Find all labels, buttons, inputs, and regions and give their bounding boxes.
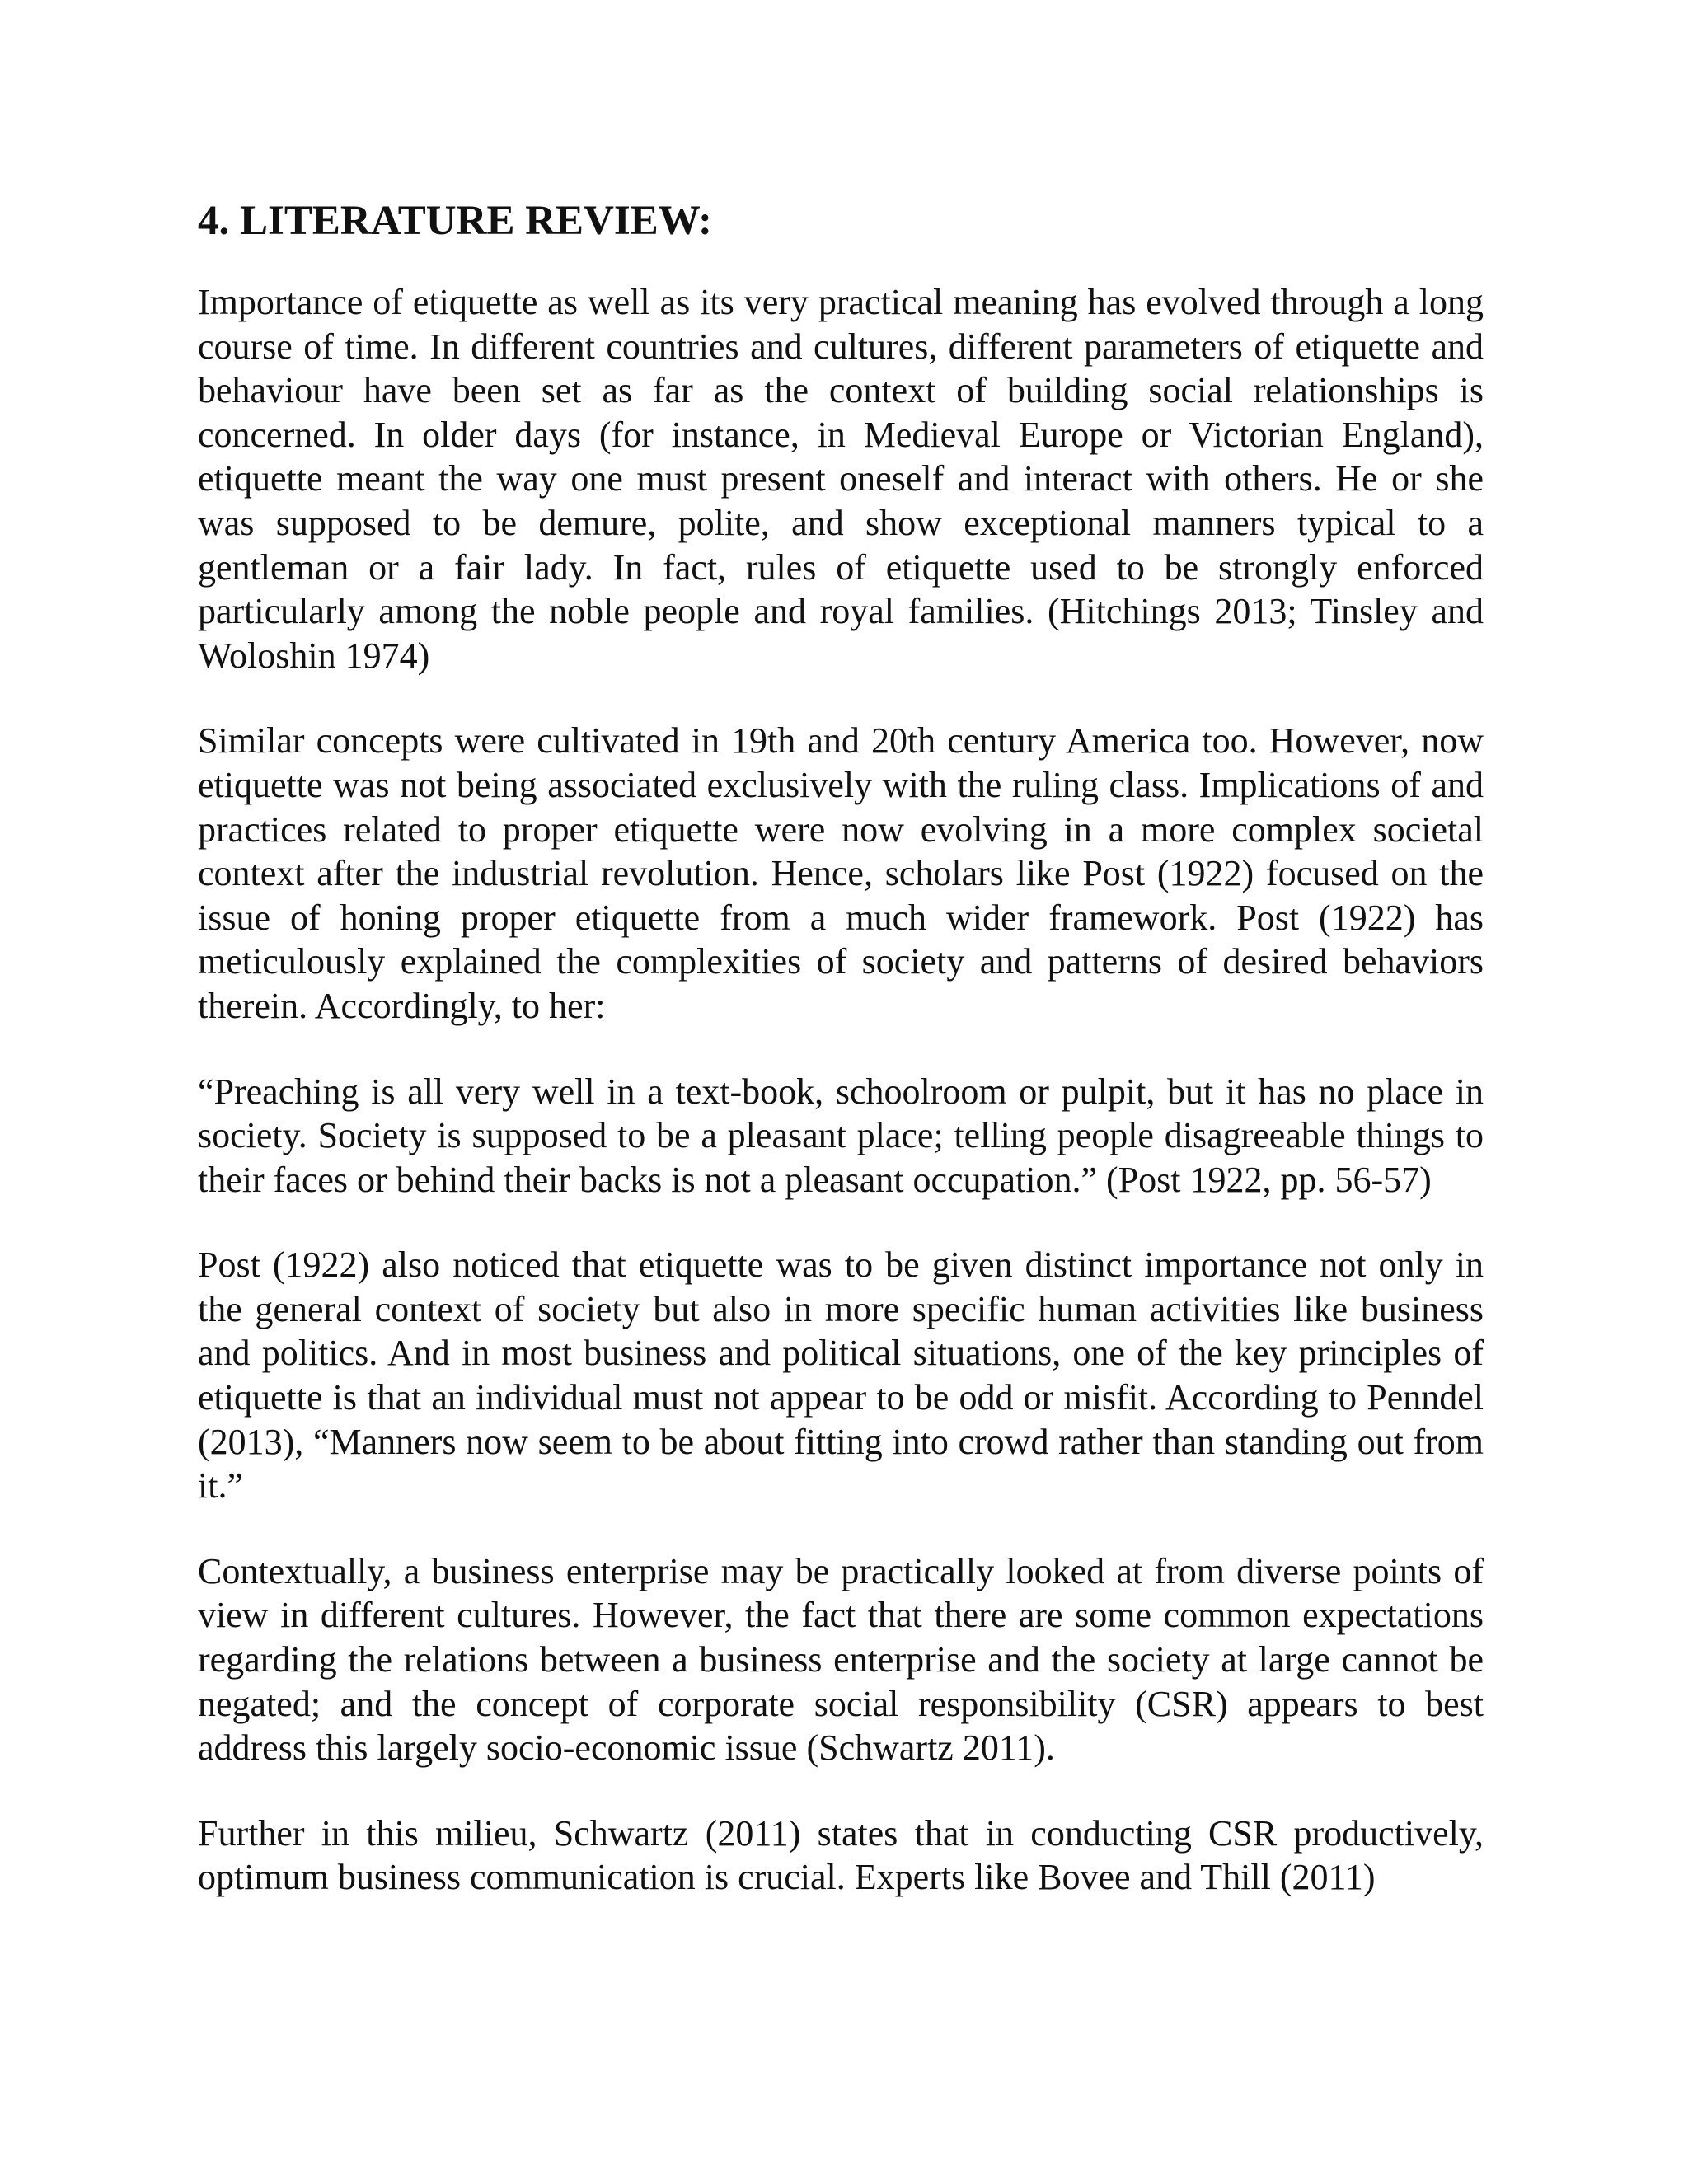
paragraph-etiquette-history: Importance of etiquette as well as its very practical meaning has evolved through a long course of time. In different countries and cultures, different parameters of etiquette and behaviour have been set as far as the context of building social relationships is concerned. In older days (for instance, in Medieval Europe or Victorian England), etiquette meant the way one must present oneself and interact with others. He or she was supposed to be demure, polite, and show exceptional manners typical to a gentleman or a fair lady. In fact, rules of etiquette used to be strongly enforced particularly among the noble people and royal families. (Hitchings 2013; Tinsley and Woloshin 1974) [198, 282, 1484, 676]
section-heading: 4. LITERATURE REVIEW: [198, 198, 712, 244]
paragraph-post-quote: “Preaching is all very well in a text-book, schoolroom or pulpit, but it has no place in society. Society is supposed to be a pleasant place; telling people disagreeable things to their faces or behind their backs is not a pleasant occupation.” (Post 1922, pp. 56-57) [198, 1071, 1484, 1200]
paragraph-america-context: Similar concepts were cultivated in 19th and 20th century America too. However, now etiquette was not being associated exclusively with the ruling class. Implications of and practices related to proper etiquette were now evolving in a more complex societal context after the industrial revolution. Hence, scholars like Post (1922) focused on the issue of honing proper etiquette from a much wider framework. Post (1922) has meticulously explained the complexities of society and patterns of desired behaviors therein. Accordingly, to her: [198, 720, 1484, 1026]
paragraph-business-communication: Further in this milieu, Schwartz (2011) states that in conducting CSR productively, optimum business communication is crucial. Experts like Bovee and Thill (2011) [198, 1812, 1484, 1898]
document-body [198, 196, 1484, 1941]
paragraph-csr: Contextually, a business enterprise may be practically looked at from diverse points of view in different cultures. However, the fact that there are some common expectations regarding the relations between a business enterprise and the society at large cannot be negated; and the concept of corporate social responsibility (CSR) appears to best address this largely socio-economic issue (Schwartz 2011). [198, 1550, 1484, 1769]
paragraph-business-politics: Post (1922) also noticed that etiquette was to be given distinct importance not only in the general context of society but also in more specific human activities like business and politics. And in most business and political situations, one of the key principles of etiquette is that an individual must not appear to be odd or misfit. According to Penndel (2013), “Manners now seem to be about fitting into crowd rather than standing out from it.” [198, 1244, 1484, 1507]
